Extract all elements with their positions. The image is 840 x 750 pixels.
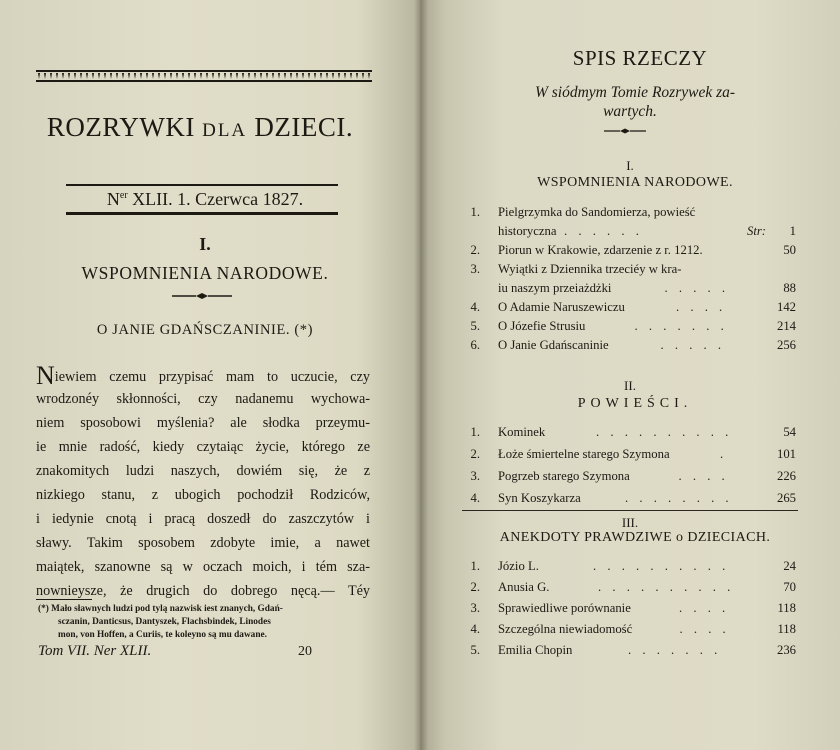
entry-number: 1. [470, 559, 480, 573]
body-line: ie mnie radość, kiedy czytaiąc życie, którego ze [36, 439, 370, 455]
entry-page: 256 [776, 338, 796, 352]
entry-page: 265 [776, 491, 796, 505]
body-line: i iedynie cnotą i pracą doszedł do zaszczytów i [36, 511, 370, 527]
dot-leader: . [720, 447, 728, 461]
entry-number: 3. [470, 601, 480, 615]
dot-leader: . . . . . . . . . . [596, 425, 733, 439]
section-title: ANEKDOTY PRAWDZIWE o DZIECIACH. [499, 530, 771, 545]
rule [66, 184, 338, 186]
entry-title: Anusia G. [498, 580, 550, 594]
dot-leader: . . . . . . . . . . [598, 580, 735, 594]
entry-number: 1. [470, 205, 480, 219]
dot-leader: . . . . [679, 622, 730, 636]
toc-entry [464, 336, 796, 355]
entry-title: Piorun w Krakowie, zdarzenie z r. 1212. [498, 243, 703, 257]
toc-entry [464, 203, 796, 222]
article-title: O JANIE GDAŃSCZANINIE. (*) [96, 322, 314, 338]
toc-entry [464, 641, 796, 660]
toc-entry [464, 445, 796, 464]
entry-title: historyczna [498, 224, 557, 238]
section-number: I. [199, 234, 211, 254]
toc-entry [464, 260, 796, 279]
dot-leader: . . . . [678, 469, 729, 483]
entry-title: Syn Koszykarza [498, 491, 581, 505]
entry-title: Pogrzeb starego Szymona [498, 469, 630, 483]
dot-leader: . . . . [676, 300, 727, 314]
toc-entry [464, 298, 796, 317]
dot-leader: . . . . . [664, 281, 730, 295]
entry-number: 4. [470, 622, 480, 636]
toc-entry [464, 222, 796, 241]
entry-page: 54 [783, 425, 796, 439]
book-gutter [414, 0, 428, 750]
entry-number: 4. [470, 491, 480, 505]
entry-title: O Józefie Strusiu [498, 319, 586, 333]
toc-entry [464, 241, 796, 260]
entry-page: 226 [776, 469, 796, 483]
footnote-line: sczanin, Danticsus, Dantyszek, Flachsbindek, Linodes [58, 617, 271, 627]
section-title: WSPOMNIENIA NARODOWE. [537, 175, 733, 190]
entry-title: Szczególna niewiadomość [498, 622, 633, 636]
body-line: nizkiego stanu, z ubogich pochodził Rodziców, [36, 487, 370, 503]
toc-entry [464, 578, 796, 597]
right-page [420, 0, 840, 750]
body-line: Niewiem czemu przypisać mam to uczucie, czy [36, 361, 370, 390]
dash-ornament [602, 128, 648, 134]
dot-leader: . . . . [679, 601, 730, 615]
drop-cap: N [36, 361, 55, 390]
volume-footer: Tom VII. Ner XLII. [38, 643, 152, 659]
toc-title: SPIS RZECZY [572, 46, 708, 70]
entry-number: 6. [470, 338, 480, 352]
dot-leader: . . . . . [660, 338, 726, 352]
entry-number: 1. [470, 425, 480, 439]
body-line: nownieysze, że drugich do dobrego nęcą.— Téy [36, 583, 370, 599]
entry-number: 3. [470, 262, 480, 276]
dot-leader: . . . . . . [564, 224, 643, 238]
entry-number: 2. [470, 580, 480, 594]
dot-leader: . . . . . . . [634, 319, 728, 333]
entry-title: Pielgrzymka do Sandomierza, powieść [498, 205, 696, 219]
entry-page: 88 [783, 281, 796, 295]
entry-title: Łoże śmiertelne starego Szymona [498, 447, 670, 461]
section-number: I. [626, 158, 634, 173]
entry-page: 1 [789, 224, 796, 238]
entry-page: 214 [776, 319, 796, 333]
body-line: sławy. Takim sposobem zdobyte imie, a nawet [36, 535, 370, 551]
body-line: znakomitych ludzi naszych, dowiém się, że z [36, 463, 370, 479]
str-label: Str: [747, 224, 767, 238]
entry-page: 50 [783, 243, 796, 257]
dash-ornament [170, 292, 234, 300]
toc-subtitle: W siódmym Tomie Rozrywek za- [534, 84, 736, 101]
entry-page: 24 [783, 559, 796, 573]
entry-title: Sprawiedliwe porównanie [498, 601, 631, 615]
toc-entry [464, 620, 796, 639]
dot-leader: . . . . . . . [628, 643, 722, 657]
footnote-line: (*) Mało sławnych ludzi pod tylą nazwisk iest znanych, Gdań- [38, 604, 283, 614]
footnote-rule [36, 599, 92, 600]
section-number: III. [621, 515, 639, 530]
entry-page: 70 [783, 580, 796, 594]
toc-entry [464, 423, 796, 442]
entry-page: 142 [776, 300, 796, 314]
toc-entry [464, 279, 796, 298]
entry-number: 5. [470, 319, 480, 333]
entry-number: 2. [470, 447, 480, 461]
entry-title: iu naszym przeiażdżki [498, 281, 612, 295]
toc-entry [464, 317, 796, 336]
body-line: niem sposobowi myślenia? ale słodka przeymu- [36, 415, 370, 431]
toc-subtitle: wartych. [603, 103, 657, 120]
issue-line: $N^{er}$ XLII. 1. Czerwca 1827. [106, 189, 304, 209]
section-title: POWIEŚCI. [577, 396, 693, 411]
page-number: 20 [298, 644, 312, 659]
journal-title: ROZRYWKI DLA DZIECI. [46, 112, 354, 142]
entry-title: Kominek [498, 425, 546, 439]
entry-page: 101 [776, 447, 796, 461]
entry-page: 236 [776, 643, 796, 657]
entry-title: O Janie Gdańscaninie [498, 338, 609, 352]
rule [66, 212, 338, 215]
toc-entry [464, 599, 796, 618]
entry-number: 4. [470, 300, 480, 314]
footnote-line: mon, von Hoffen, a Curiis, te koleyno są mu dawane. [58, 630, 267, 640]
entry-title: Emilia Chopin [498, 643, 573, 657]
dot-leader: . . . . . . . . . . [593, 559, 730, 573]
entry-title: O Adamie Naruszewiczu [498, 300, 625, 314]
entry-page: 118 [777, 601, 796, 615]
entry-title: Wyiątki z Dziennika trzeciéy w kra- [498, 262, 682, 276]
entry-number: 5. [470, 643, 480, 657]
entry-title: Józio L. [498, 559, 539, 573]
ornamental-border [36, 70, 372, 82]
dot-leader: . . . . . . . . [625, 491, 733, 505]
section-number: II. [624, 378, 636, 393]
body-line: maiątek, szanowne są w oczach moich, i tém sza- [36, 559, 370, 575]
section-rule [462, 510, 798, 511]
entry-page: 118 [777, 622, 796, 636]
toc-entry [464, 467, 796, 486]
entry-number: 3. [470, 469, 480, 483]
toc-entry [464, 557, 796, 576]
section-title: WSPOMNIENIA NARODOWE. [81, 263, 329, 283]
toc-entry [464, 489, 796, 508]
body-line: wrodzonéy skłonności, czy nadanemu wychowa- [36, 391, 370, 407]
entry-number: 2. [470, 243, 480, 257]
